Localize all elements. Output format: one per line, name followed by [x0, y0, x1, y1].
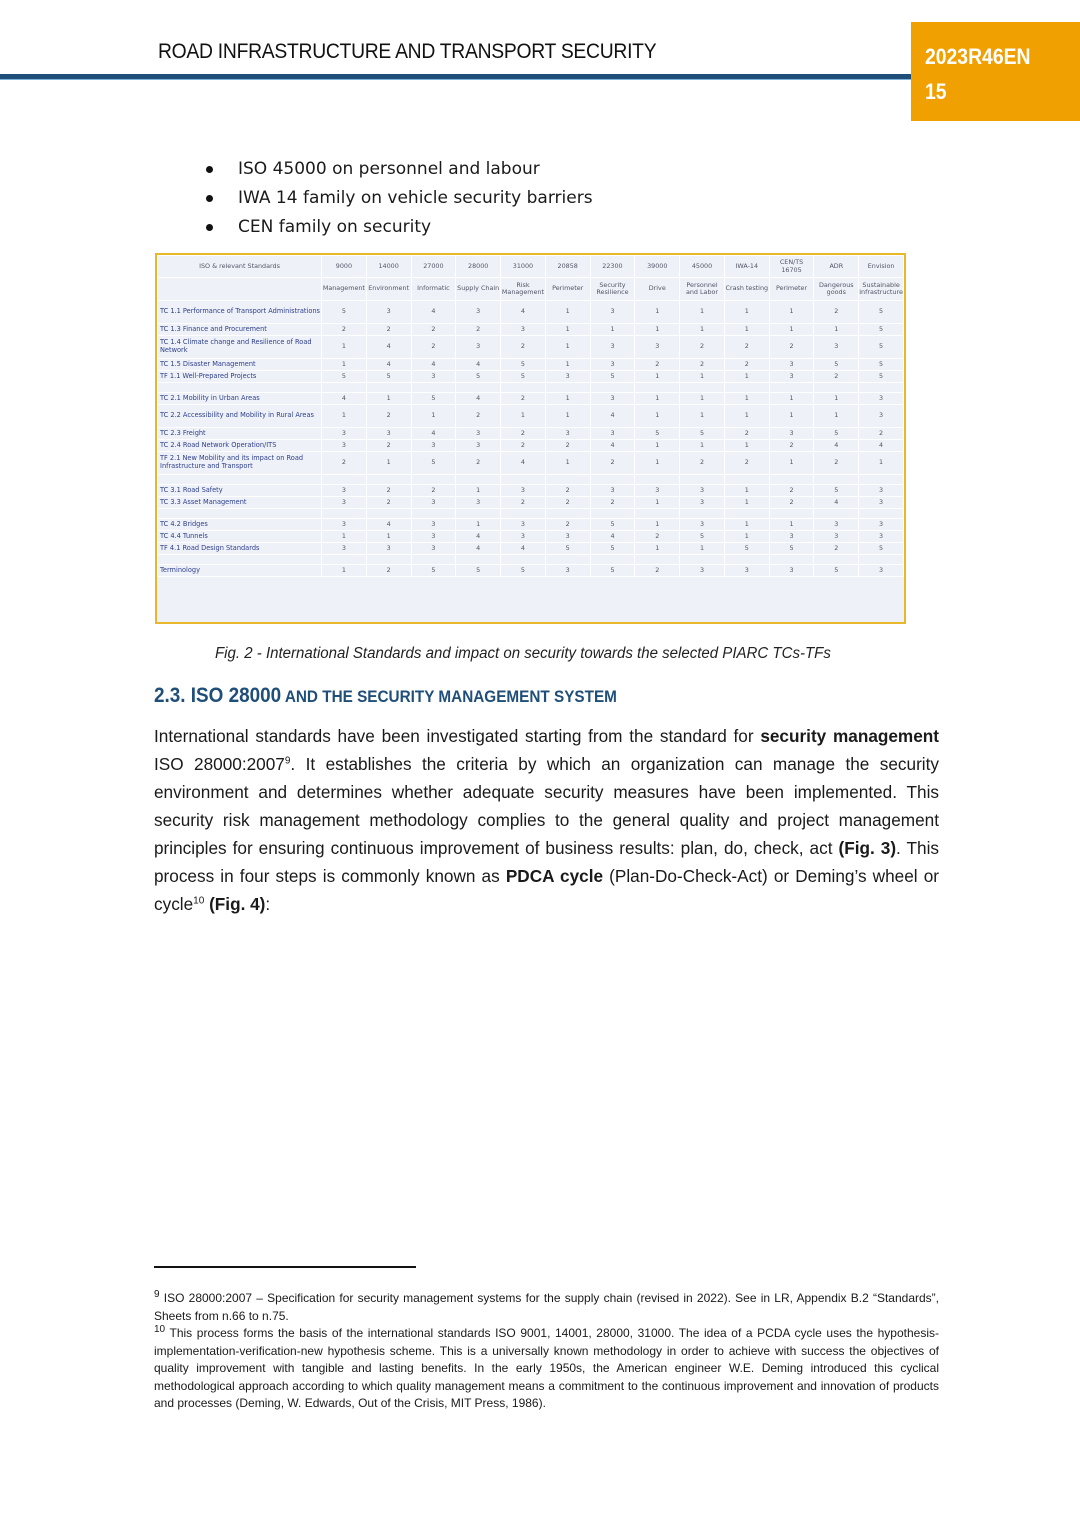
- impact-score: 3: [456, 301, 501, 324]
- impact-score: 3: [769, 531, 814, 543]
- impact-score: 1: [366, 531, 411, 543]
- impact-score: 2: [456, 324, 501, 336]
- impact-score: 2: [366, 324, 411, 336]
- impact-score: 2: [859, 428, 904, 440]
- impact-score: 2: [635, 531, 680, 543]
- bullet-icon: [206, 166, 213, 173]
- impact-score: 2: [545, 485, 590, 497]
- impact-score: 2: [724, 428, 769, 440]
- impact-score: 1: [635, 452, 680, 475]
- impact-score: 1: [769, 452, 814, 475]
- impact-score: 1: [366, 452, 411, 475]
- figure-caption: Fig. 2 - International Standards and impact on security towards the selected PIARC TCs-TFs: [215, 645, 831, 662]
- impact-score: 1: [635, 324, 680, 336]
- impact-score: 3: [501, 485, 546, 497]
- impact-score: 5: [859, 301, 904, 324]
- impact-score: 3: [322, 543, 367, 555]
- impact-score: 1: [724, 440, 769, 452]
- impact-score: 1: [635, 301, 680, 324]
- impact-score: 5: [456, 565, 501, 577]
- impact-score: 2: [501, 393, 546, 405]
- impact-score: 2: [814, 543, 859, 555]
- impact-score: 3: [635, 485, 680, 497]
- row-label: TF 4.1 Road Design Standards: [158, 543, 322, 555]
- impact-score: 2: [411, 336, 456, 359]
- impact-score: 2: [769, 336, 814, 359]
- impact-score: 1: [769, 301, 814, 324]
- impact-score: 5: [590, 565, 635, 577]
- impact-score: 5: [859, 543, 904, 555]
- impact-score: 3: [680, 485, 725, 497]
- impact-score: 4: [590, 440, 635, 452]
- impact-score: 4: [501, 301, 546, 324]
- bullet-item: ISO 45000 on personnel and labour: [204, 156, 593, 185]
- impact-score: 3: [590, 428, 635, 440]
- impact-score: 2: [724, 452, 769, 475]
- table-row: [158, 301, 904, 324]
- impact-score: 3: [545, 565, 590, 577]
- table-row: [158, 531, 904, 543]
- figure-ref: (Fig. 3): [838, 838, 897, 858]
- impact-score: 3: [322, 497, 367, 509]
- column-code: 27000: [411, 256, 456, 278]
- impact-score: 3: [501, 324, 546, 336]
- impact-score: 4: [456, 531, 501, 543]
- impact-score: 4: [411, 428, 456, 440]
- impact-score: 3: [411, 519, 456, 531]
- impact-score: 3: [859, 497, 904, 509]
- impact-score: 5: [411, 393, 456, 405]
- impact-score: 5: [814, 565, 859, 577]
- impact-score: 1: [814, 405, 859, 428]
- row-label: TC 1.3 Finance and Procurement: [158, 324, 322, 336]
- footnote-10: $^{10}$ This process forms the basis of the international standards ISO 9001, 14001, 28000, 31000. The idea of a PCDA cycle uses the hypothesis-implementation-verification-new hypothesis scheme. This is a universally known methodology in order to achieve with success the objectives of quality improvement with tangible and lasting benefits. In the early 1950s, the American engineer W.E. Deming introduced this cyclical methodological approach according to which quality management means a commitment to the continuous improvement and innovation of products and processes (Deming, W. Edwards, Out of the Crisis, MIT Press, 1986).: [154, 1324, 939, 1410]
- impact-score: 3: [859, 519, 904, 531]
- impact-score: 3: [456, 440, 501, 452]
- bullet-icon: [206, 195, 213, 202]
- impact-score: 1: [635, 371, 680, 383]
- table-row: [158, 440, 904, 452]
- row-label: TC 1.4 Climate change and Resilience of Road Network: [158, 336, 322, 359]
- impact-score: 2: [769, 497, 814, 509]
- column-topic: Informatic: [411, 278, 456, 301]
- impact-score: 2: [456, 452, 501, 475]
- row-label: TC 1.1 Performance of Transport Administrations: [158, 301, 322, 324]
- corner-blank: [158, 278, 322, 301]
- impact-score: 4: [814, 497, 859, 509]
- table-row: [158, 336, 904, 359]
- impact-score: 3: [859, 565, 904, 577]
- impact-score: 2: [590, 497, 635, 509]
- impact-score: 2: [724, 336, 769, 359]
- row-label: TC 1.5 Disaster Management: [158, 359, 322, 371]
- impact-score: 2: [545, 519, 590, 531]
- impact-score: 2: [501, 440, 546, 452]
- impact-score: 1: [680, 405, 725, 428]
- impact-score: 1: [769, 405, 814, 428]
- impact-score: 3: [590, 301, 635, 324]
- impact-score: 2: [366, 497, 411, 509]
- impact-score: 3: [590, 359, 635, 371]
- impact-score: 4: [456, 543, 501, 555]
- impact-score: 1: [680, 301, 725, 324]
- impact-score: 1: [724, 371, 769, 383]
- impact-score: 1: [322, 336, 367, 359]
- impact-score: 1: [859, 452, 904, 475]
- impact-score: 1: [635, 519, 680, 531]
- table-row: [158, 485, 904, 497]
- impact-score: 3: [456, 428, 501, 440]
- impact-score: 5: [859, 336, 904, 359]
- impact-score: 2: [366, 485, 411, 497]
- impact-score: 4: [590, 405, 635, 428]
- impact-score: 2: [366, 565, 411, 577]
- table-row: [158, 497, 904, 509]
- impact-score: 1: [456, 519, 501, 531]
- group-spacer: [158, 555, 904, 565]
- impact-score: 1: [501, 405, 546, 428]
- impact-score: 3: [590, 393, 635, 405]
- row-label: TC 4.2 Bridges: [158, 519, 322, 531]
- impact-score: 2: [769, 440, 814, 452]
- impact-score: 1: [724, 485, 769, 497]
- impact-score: 2: [411, 324, 456, 336]
- impact-score: 3: [411, 543, 456, 555]
- bullet-icon: [206, 224, 213, 231]
- impact-score: 1: [322, 531, 367, 543]
- impact-score: 3: [680, 519, 725, 531]
- impact-score: 3: [680, 497, 725, 509]
- impact-score: 3: [366, 543, 411, 555]
- running-header-title: ROAD INFRASTRUCTURE AND TRANSPORT SECURITY: [158, 40, 657, 63]
- impact-score: 5: [590, 543, 635, 555]
- impact-score: 1: [769, 519, 814, 531]
- impact-score: 2: [545, 440, 590, 452]
- table-row: [158, 565, 904, 577]
- impact-score: 3: [814, 336, 859, 359]
- impact-score: 4: [322, 393, 367, 405]
- impact-score: 2: [366, 405, 411, 428]
- footnote-ref[interactable]: 10: [193, 895, 205, 907]
- figure-ref: (Fig. 4): [209, 894, 266, 914]
- body-paragraph: International standards have been investigated starting from the standard for security management ISO 28000:2007$^9$. It establishes the criteria by which an organization can manage the security environment and determines whether adequate security measures have been implemented. This security risk management methodology complies to the general quality and project management principles for ensuring continuous improvement of business results: plan, do, check, act (Fig. 3). This process in four steps is commonly known as PDCA cycle (Plan-Do-Check-Act) or Deming’s wheel or cycle$^{10}$ (Fig. 4):: [154, 726, 939, 914]
- impact-score: 4: [366, 336, 411, 359]
- impact-score: 1: [322, 405, 367, 428]
- impact-score: 4: [590, 531, 635, 543]
- impact-score: 2: [635, 359, 680, 371]
- table-row: [158, 324, 904, 336]
- impact-score: 3: [456, 336, 501, 359]
- impact-score: 3: [769, 428, 814, 440]
- impact-score: 1: [680, 324, 725, 336]
- impact-score: 2: [680, 452, 725, 475]
- column-code: Envision: [859, 256, 904, 278]
- impact-score: 5: [769, 543, 814, 555]
- impact-score: 1: [680, 393, 725, 405]
- row-label: TF 2.1 New Mobility and its impact on Road Infrastructure and Transport: [158, 452, 322, 475]
- impact-score: 2: [769, 485, 814, 497]
- impact-score: 1: [366, 393, 411, 405]
- impact-score: 5: [545, 543, 590, 555]
- impact-score: 2: [814, 371, 859, 383]
- impact-score: 1: [724, 531, 769, 543]
- impact-score: 5: [859, 359, 904, 371]
- impact-score: 2: [814, 452, 859, 475]
- impact-score: 5: [501, 371, 546, 383]
- table-row: [158, 452, 904, 475]
- footnotes: [154, 1290, 939, 1413]
- footnote-separator: [154, 1266, 416, 1268]
- impact-score: 1: [545, 393, 590, 405]
- impact-score: 5: [501, 359, 546, 371]
- column-code: 28000: [456, 256, 501, 278]
- impact-score: 2: [456, 405, 501, 428]
- impact-score: 1: [545, 336, 590, 359]
- report-code: 2023R46EN: [925, 44, 1031, 69]
- impact-score: 1: [680, 440, 725, 452]
- column-code: CEN/TS 16705: [769, 256, 814, 278]
- impact-score: 4: [814, 440, 859, 452]
- table-row: [158, 543, 904, 555]
- impact-score: 5: [635, 428, 680, 440]
- impact-score: 3: [322, 440, 367, 452]
- impact-score: 4: [501, 452, 546, 475]
- impact-score: 2: [724, 359, 769, 371]
- corner-header: ISO & relevant Standards: [158, 256, 322, 278]
- row-label: TC 2.2 Accessibility and Mobility in Rural Areas: [158, 405, 322, 428]
- impact-score: 5: [859, 371, 904, 383]
- table-row: [158, 519, 904, 531]
- impact-score: 3: [590, 336, 635, 359]
- impact-score: 1: [724, 393, 769, 405]
- column-code: IWA-14: [724, 256, 769, 278]
- column-topic: Dangerous goods: [814, 278, 859, 301]
- row-label: Terminology: [158, 565, 322, 577]
- table-row: [158, 359, 904, 371]
- impact-score: 5: [411, 565, 456, 577]
- impact-score: 3: [814, 519, 859, 531]
- impact-score: 4: [859, 440, 904, 452]
- impact-score: 3: [814, 531, 859, 543]
- column-topic: Management: [322, 278, 367, 301]
- table-row: [158, 405, 904, 428]
- impact-score: 4: [366, 359, 411, 371]
- column-code: 20858: [545, 256, 590, 278]
- impact-score: 2: [501, 336, 546, 359]
- impact-score: 3: [411, 440, 456, 452]
- impact-score: 1: [769, 393, 814, 405]
- column-code: ADR: [814, 256, 859, 278]
- impact-score: 3: [366, 428, 411, 440]
- impact-score: 5: [814, 359, 859, 371]
- impact-score: 5: [322, 371, 367, 383]
- impact-score: 3: [322, 428, 367, 440]
- column-code: 22300: [590, 256, 635, 278]
- impact-score: 5: [724, 543, 769, 555]
- impact-score: 1: [724, 324, 769, 336]
- impact-score: 2: [680, 336, 725, 359]
- impact-score: 3: [456, 497, 501, 509]
- impact-score: 3: [680, 565, 725, 577]
- impact-score: 2: [590, 452, 635, 475]
- row-label: TC 4.4 Tunnels: [158, 531, 322, 543]
- column-code: 14000: [366, 256, 411, 278]
- column-topic: Crash testing: [724, 278, 769, 301]
- impact-score: 2: [501, 497, 546, 509]
- impact-score: 1: [635, 405, 680, 428]
- group-spacer: [158, 383, 904, 393]
- column-topic: Security Resilience: [590, 278, 635, 301]
- impact-score: 4: [456, 359, 501, 371]
- impact-score: 1: [769, 324, 814, 336]
- row-label: TC 3.1 Road Safety: [158, 485, 322, 497]
- impact-score: 3: [859, 531, 904, 543]
- column-code: 9000: [322, 256, 367, 278]
- impact-score: 4: [366, 519, 411, 531]
- impact-score: 3: [769, 565, 814, 577]
- footnote-9: $^9$ ISO 28000:2007 – Specification for security management systems for the supply chain (revised in 2022). See in LR, Appendix B.2 “Standards”, Sheets from n.66 to n.75.: [154, 1289, 939, 1323]
- row-label: TF 1.1 Well-Prepared Projects: [158, 371, 322, 383]
- impact-score: 1: [814, 393, 859, 405]
- impact-score: 5: [859, 324, 904, 336]
- impact-score: 1: [590, 324, 635, 336]
- impact-score: 4: [411, 359, 456, 371]
- impact-score: 5: [814, 485, 859, 497]
- impact-score: 1: [322, 359, 367, 371]
- impact-score: 3: [769, 371, 814, 383]
- row-label: TC 2.4 Road Network Operation/ITS: [158, 440, 322, 452]
- impact-score: 1: [635, 440, 680, 452]
- impact-score: 1: [724, 519, 769, 531]
- column-topic: Perimeter: [769, 278, 814, 301]
- bullet-item: CEN family on security: [204, 214, 593, 243]
- impact-score: 3: [411, 497, 456, 509]
- impact-score: 3: [769, 359, 814, 371]
- impact-score: 1: [545, 452, 590, 475]
- impact-score: 2: [322, 324, 367, 336]
- impact-score: 2: [411, 485, 456, 497]
- impact-score: 3: [411, 531, 456, 543]
- impact-score: 1: [680, 371, 725, 383]
- impact-score: 3: [545, 428, 590, 440]
- impact-score: 5: [814, 428, 859, 440]
- group-spacer: [158, 509, 904, 519]
- standards-matrix: [157, 255, 904, 577]
- impact-score: 2: [322, 452, 367, 475]
- column-code: 45000: [680, 256, 725, 278]
- standards-bullet-list: [204, 156, 593, 243]
- impact-score: 2: [545, 497, 590, 509]
- impact-score: 3: [322, 519, 367, 531]
- impact-score: 5: [366, 371, 411, 383]
- impact-score: 5: [590, 371, 635, 383]
- column-code: 31000: [501, 256, 546, 278]
- section-heading: 2.3. ISO 28000 AND THE SECURITY MANAGEMENT SYSTEM: [154, 684, 617, 707]
- impact-score: 1: [545, 324, 590, 336]
- column-topic: Sustainable infrastructure: [859, 278, 904, 301]
- impact-score: 3: [545, 531, 590, 543]
- impact-score: 1: [724, 301, 769, 324]
- figure-standards-table: [155, 253, 906, 624]
- page-number: 15: [925, 79, 947, 104]
- impact-score: 5: [590, 519, 635, 531]
- impact-score: 1: [680, 543, 725, 555]
- impact-score: 1: [635, 497, 680, 509]
- impact-score: 1: [724, 405, 769, 428]
- impact-score: 1: [456, 485, 501, 497]
- impact-score: 3: [501, 531, 546, 543]
- impact-score: 1: [635, 543, 680, 555]
- impact-score: 3: [501, 519, 546, 531]
- impact-score: 3: [545, 371, 590, 383]
- report-tag-box: [911, 22, 1080, 121]
- impact-score: 4: [501, 543, 546, 555]
- footnote-ref[interactable]: 9: [284, 755, 291, 767]
- impact-score: 3: [859, 405, 904, 428]
- impact-score: 1: [635, 393, 680, 405]
- group-spacer: [158, 475, 904, 485]
- column-topic: Risk Management: [501, 278, 546, 301]
- table-row: [158, 428, 904, 440]
- impact-score: 1: [545, 301, 590, 324]
- impact-score: 2: [501, 428, 546, 440]
- impact-score: 2: [680, 359, 725, 371]
- impact-score: 1: [411, 405, 456, 428]
- column-topic: Supply Chain: [456, 278, 501, 301]
- column-topic: Personnel and Labor: [680, 278, 725, 301]
- column-code: 39000: [635, 256, 680, 278]
- column-topic: Drive: [635, 278, 680, 301]
- table-row: [158, 371, 904, 383]
- impact-score: 1: [545, 405, 590, 428]
- impact-score: 3: [859, 393, 904, 405]
- impact-score: 5: [680, 531, 725, 543]
- impact-score: 2: [814, 301, 859, 324]
- impact-score: 5: [501, 565, 546, 577]
- impact-score: 4: [456, 393, 501, 405]
- impact-score: 3: [322, 485, 367, 497]
- table-row: [158, 393, 904, 405]
- impact-score: 1: [814, 324, 859, 336]
- impact-score: 3: [590, 485, 635, 497]
- impact-score: 1: [322, 565, 367, 577]
- impact-score: 3: [635, 336, 680, 359]
- impact-score: 3: [366, 301, 411, 324]
- impact-score: 2: [635, 565, 680, 577]
- column-topic: Environment: [366, 278, 411, 301]
- impact-score: 1: [724, 497, 769, 509]
- row-label: TC 2.3 Freight: [158, 428, 322, 440]
- impact-score: 3: [859, 485, 904, 497]
- impact-score: 3: [411, 371, 456, 383]
- impact-score: 2: [366, 440, 411, 452]
- impact-score: 4: [411, 301, 456, 324]
- impact-score: 5: [411, 452, 456, 475]
- row-label: TC 3.3 Asset Management: [158, 497, 322, 509]
- impact-score: 1: [545, 359, 590, 371]
- row-label: TC 2.1 Mobility in Urban Areas: [158, 393, 322, 405]
- impact-score: 5: [680, 428, 725, 440]
- impact-score: 3: [724, 565, 769, 577]
- bullet-item: IWA 14 family on vehicle security barriers: [204, 185, 593, 214]
- impact-score: 5: [456, 371, 501, 383]
- impact-score: 5: [322, 301, 367, 324]
- column-topic: Perimeter: [545, 278, 590, 301]
